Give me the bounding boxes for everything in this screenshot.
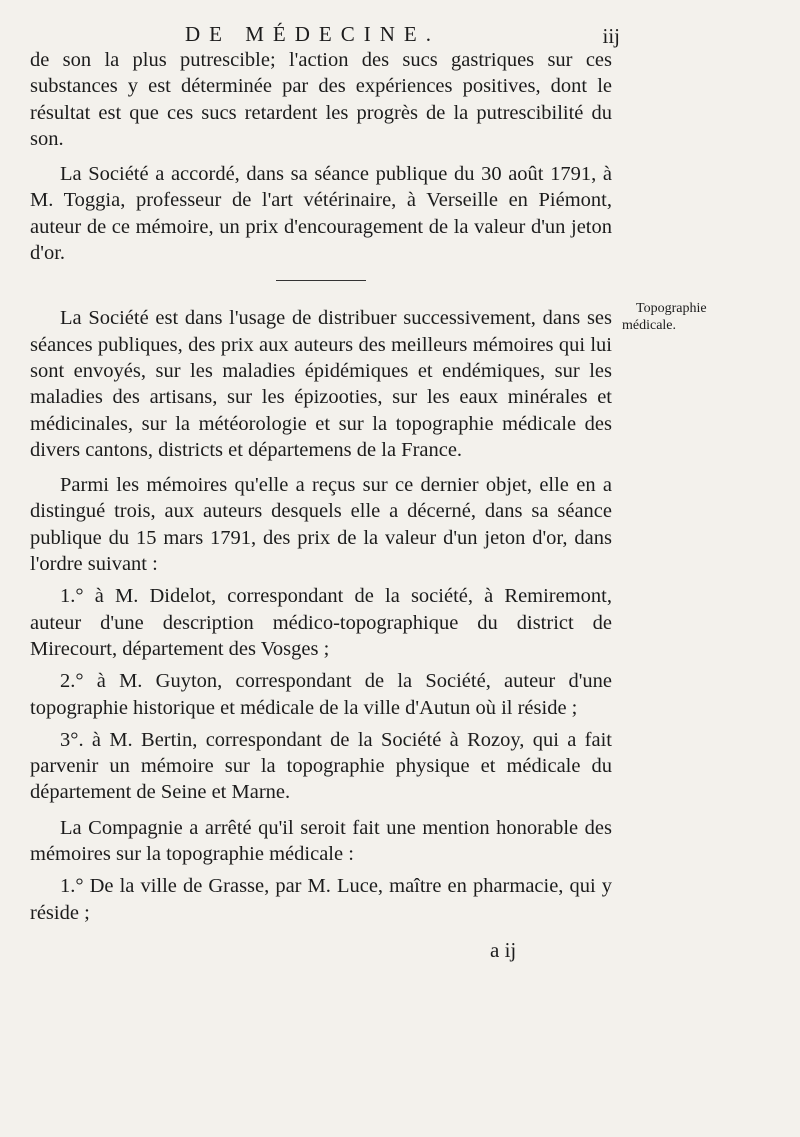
margin-note (622, 300, 752, 334)
text-column (30, 47, 612, 926)
section-divider (276, 280, 366, 281)
margin-note-line-1: Topographie (636, 301, 707, 316)
list-item-bertin: 3°. à M. Bertin, correspondant de la Société à Rozoy, qui a fait parvenir un mémoire sur la topographie physique et médicale du département de Seine et Marne. (30, 728, 612, 804)
page-number: iij (602, 24, 620, 48)
paragraph-continuation: de son la plus putrescible; l'action des sucs gastriques sur ces substances y est déterminée par des expériences positives, dont le résultat est que ces sucs retardent les progrès de la putrescibilité du son. (30, 49, 612, 150)
paragraph-memoirs-received: Parmi les mémoires qu'elle a reçus sur ce dernier objet, elle en a distingué trois, aux auteurs desquels elle a décerné, dans sa séance publique du 15 mars 1791, des prix de la valeur d'un jeton d'or, dans l'ordre suivant : (30, 474, 612, 576)
paragraph-society-usage: La Société est dans l'usage de distribuer successivement, dans ses séances publiques, des prix aux auteurs des meilleurs mémoires qui lui sont envoyés, sur les maladies épidémiques et endémiques, sur les maladies des artisans, sur les épizooties, sur les eaux minérales et médicinales, sur la météorologie et sur la topographie médicale des divers cantons, districts et départemens de la France. (30, 307, 612, 461)
running-title: DE MÉDECINE. (185, 22, 440, 46)
signature-mark: a ij (490, 938, 517, 962)
list-item-luce: 1.° De la ville de Grasse, par M. Luce, maître en pharmacie, qui y réside ; (30, 875, 612, 924)
list-item-guyton: 2.° à M. Guyton, correspondant de la Société, auteur d'une topographie historique et médicale de la ville d'Autun où il réside ; (30, 670, 612, 719)
paragraph-honorable-mention: La Compagnie a arrêté qu'il seroit fait une mention honorable des mémoires sur la topographie médicale : (30, 816, 612, 866)
paragraph-toggia-prize: La Société a accordé, dans sa séance publique du 30 août 1791, à M. Toggia, professeur de l'art vétérinaire, à Verseille en Piémont, auteur de ce mémoire, un prix d'encouragement de la valeur d'un jeton d'or. (30, 163, 612, 265)
list-item-didelot: 1.° à M. Didelot, correspondant de la société, à Remiremont, auteur d'une description médico-topographique du district de Mirecourt, département des Vosges ; (30, 585, 612, 660)
margin-note-line-2: médicale. (622, 318, 677, 333)
